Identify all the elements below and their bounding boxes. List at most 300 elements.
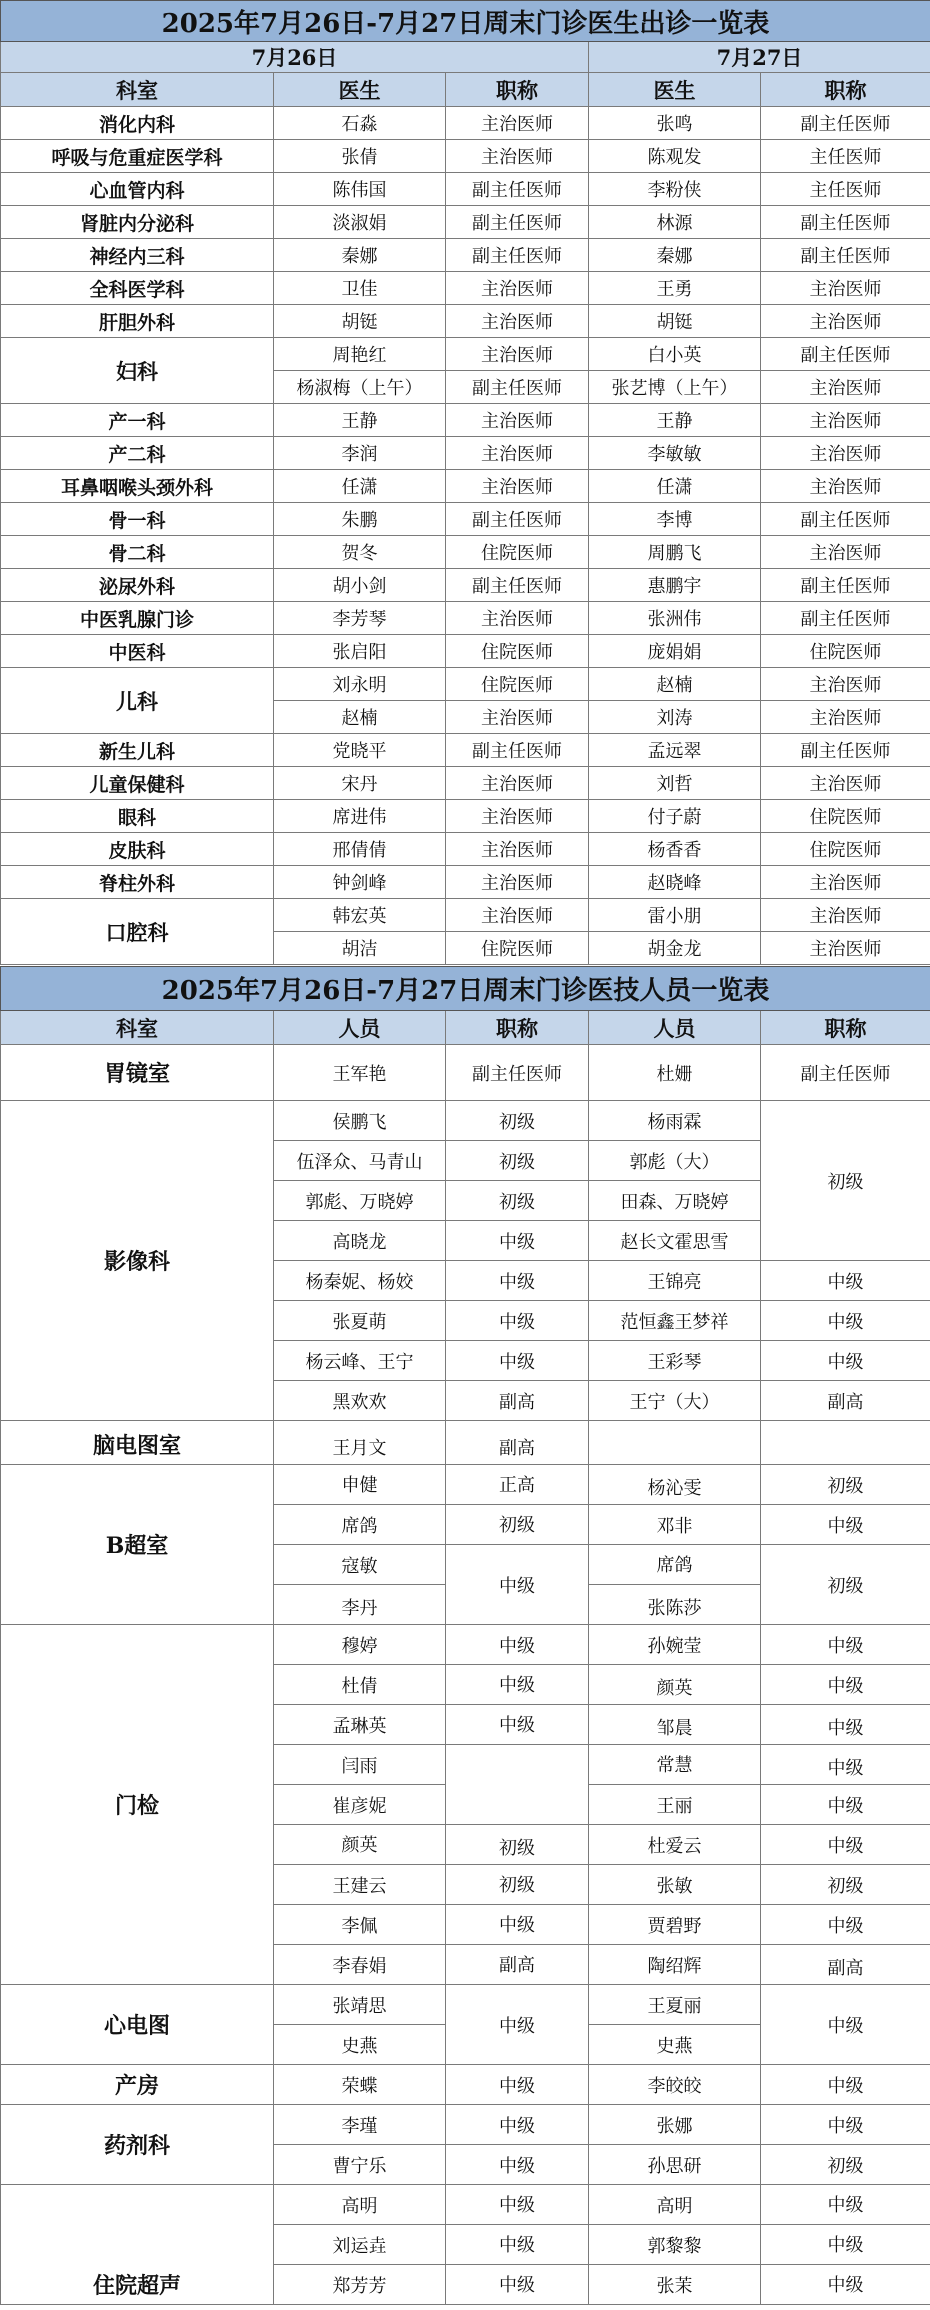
table-row (1, 1421, 930, 1465)
rank-cell: 副主任医师 (446, 173, 589, 206)
table-row (1, 602, 930, 635)
dept-cell: 脑电图室 (1, 1421, 274, 1465)
rank-cell: 主治医师 (761, 932, 930, 965)
staff-cell: 王夏丽 (589, 1985, 761, 2025)
table-row (1, 1465, 930, 1505)
rank-cell: 初级 (446, 1101, 589, 1141)
staff-cell: 侯鹏飞 (274, 1101, 446, 1141)
staff-cell: 郭彪（大） (589, 1141, 761, 1181)
table-row (1, 767, 930, 800)
rank-cell: 中级 (761, 1985, 930, 2065)
dept-cell: 儿童保健科 (1, 767, 274, 800)
dept-cell: 新生儿科 (1, 734, 274, 767)
table-row (1, 239, 930, 272)
rank-cell: 住院医师 (761, 800, 930, 833)
rank-cell: 主治医师 (761, 767, 930, 800)
doctor-cell: 秦娜 (589, 239, 761, 272)
dept-cell: 中医乳腺门诊 (1, 602, 274, 635)
staff-cell: 史燕 (589, 2025, 761, 2065)
rank-cell: 中级 (761, 2065, 930, 2105)
staff-cell: 崔彦妮 (274, 1785, 446, 1825)
rank-cell: 住院医师 (446, 932, 589, 965)
staff-cell (589, 1421, 761, 1465)
table-row (1, 536, 930, 569)
dept-cell: 神经内三科 (1, 239, 274, 272)
table-row (1, 305, 930, 338)
rank-cell: 主任医师 (761, 173, 930, 206)
table-row (1, 635, 930, 668)
doctor-cell: 卫佳 (274, 272, 446, 305)
doctor-cell: 孟远翠 (589, 734, 761, 767)
rank-cell: 主治医师 (446, 404, 589, 437)
rank-cell: 初级 (446, 1505, 589, 1545)
doctor-cell: 张艺博（上午） (589, 371, 761, 404)
table-row (1, 866, 930, 899)
rank-cell: 主任医师 (761, 140, 930, 173)
rank-cell: 主治医师 (761, 272, 930, 305)
table-row (1, 569, 930, 602)
rank-cell: 中级 (446, 1985, 589, 2065)
rank-cell: 主治医师 (446, 470, 589, 503)
rank-cell: 中级 (761, 1261, 930, 1301)
doctor-cell: 刘永明 (274, 668, 446, 701)
doctor-cell: 李润 (274, 437, 446, 470)
rank-cell: 中级 (446, 1301, 589, 1341)
doctor-cell: 韩宏英 (274, 899, 446, 932)
rank-cell: 副主任医师 (446, 239, 589, 272)
staff-cell: 常慧 (589, 1745, 761, 1785)
rank-cell: 中级 (446, 1905, 589, 1945)
dept-cell: 产一科 (1, 404, 274, 437)
doctor-cell: 雷小朋 (589, 899, 761, 932)
rank-cell: 副主任医师 (446, 206, 589, 239)
staff-cell: 张夏萌 (274, 1301, 446, 1341)
rank-cell: 副高 (761, 1381, 930, 1421)
staff-cell: 曹宁乐 (274, 2145, 446, 2185)
rank-cell: 中级 (761, 1705, 930, 1745)
rank-cell: 中级 (761, 1825, 930, 1865)
dept-cell: 中医科 (1, 635, 274, 668)
table-row (1, 107, 930, 140)
dept-cell: 泌尿外科 (1, 569, 274, 602)
dept-cell: 全科医学科 (1, 272, 274, 305)
rank-cell: 中级 (446, 2225, 589, 2265)
rank-cell: 主治医师 (446, 338, 589, 371)
rank-cell: 副主任医师 (446, 734, 589, 767)
staff-cell: 郭黎黎 (589, 2225, 761, 2265)
rank-cell: 主治医师 (446, 767, 589, 800)
col-header-staff-1: 人员 (274, 1011, 446, 1045)
doctor-cell: 朱鹏 (274, 503, 446, 536)
dept-cell: 消化内科 (1, 107, 274, 140)
table-row (1, 272, 930, 305)
staff-cell: 荣蝶 (274, 2065, 446, 2105)
rank-cell: 中级 (761, 2105, 930, 2145)
table-row (1, 2185, 930, 2225)
table-row (1, 2105, 930, 2145)
table-row (1, 1045, 930, 1101)
dept-cell: 骨一科 (1, 503, 274, 536)
staff-cell: 李瑾 (274, 2105, 446, 2145)
rank-cell: 中级 (761, 1301, 930, 1341)
staff-cell: 史燕 (274, 2025, 446, 2065)
rank-cell: 主治医师 (446, 107, 589, 140)
table-row (1, 338, 930, 371)
rank-cell: 中级 (446, 1705, 589, 1745)
rank-cell: 中级 (761, 1665, 930, 1705)
doctor-cell: 刘哲 (589, 767, 761, 800)
doctor-cell: 杨淑梅（上午） (274, 371, 446, 404)
day1-header: 7月26日 (1, 42, 589, 73)
staff-cell: 张靖思 (274, 1985, 446, 2025)
staff-cell: 穆婷 (274, 1625, 446, 1665)
rank-cell: 中级 (446, 1665, 589, 1705)
rank-cell: 主治医师 (446, 833, 589, 866)
dept-cell: 门检 (1, 1625, 274, 1985)
rank-cell: 副主任医师 (446, 503, 589, 536)
staff-cell: 张敏 (589, 1865, 761, 1905)
rank-cell: 副主任医师 (761, 338, 930, 371)
staff-cell: 闫雨 (274, 1745, 446, 1785)
doctor-cell: 白小英 (589, 338, 761, 371)
rank-cell: 中级 (446, 2185, 589, 2225)
doctor-cell: 贺冬 (274, 536, 446, 569)
doctor-cell: 胡铤 (274, 305, 446, 338)
rank-cell: 主治医师 (761, 899, 930, 932)
col-header-title-1: 职称 (446, 73, 589, 107)
dept-cell: 肝胆外科 (1, 305, 274, 338)
staff-cell: 王月文 (274, 1421, 446, 1465)
dept-cell: 妇科 (1, 338, 274, 404)
staff-cell: 杜爱云 (589, 1825, 761, 1865)
table-row (1, 833, 930, 866)
rank-cell: 主治医师 (446, 272, 589, 305)
table-row (1, 1101, 930, 1141)
rank-cell: 中级 (446, 1341, 589, 1381)
doctor-table-title: 2025年7月26日-7月27日周末门诊医生出诊一览表 (1, 1, 930, 42)
staff-cell: 刘运垚 (274, 2225, 446, 2265)
rank-cell: 中级 (761, 2225, 930, 2265)
rank-cell: 初级 (446, 1181, 589, 1221)
rank-cell: 主治医师 (761, 536, 930, 569)
rank-cell: 副高 (446, 1421, 589, 1465)
staff-cell: 孙婉莹 (589, 1625, 761, 1665)
doctor-cell: 杨香香 (589, 833, 761, 866)
rank-cell: 正高 (446, 1465, 589, 1505)
medtech-schedule-body (1, 967, 930, 2305)
rank-cell (761, 1421, 930, 1465)
rank-cell: 主治医师 (446, 602, 589, 635)
rank-cell: 副主任医师 (761, 206, 930, 239)
staff-cell: 田森、万晓婷 (589, 1181, 761, 1221)
rank-cell: 主治医师 (446, 800, 589, 833)
medtech-schedule-table (0, 966, 930, 2305)
doctor-cell: 胡铤 (589, 305, 761, 338)
dept-cell: 影像科 (1, 1101, 274, 1421)
doctor-cell: 陈观发 (589, 140, 761, 173)
rank-cell: 主治医师 (761, 404, 930, 437)
table-row (1, 404, 930, 437)
staff-cell: 颜英 (274, 1825, 446, 1865)
staff-cell: 杨沁雯 (589, 1465, 761, 1505)
dept-cell: 肾脏内分泌科 (1, 206, 274, 239)
rank-cell: 副主任医师 (761, 239, 930, 272)
rank-cell: 主治医师 (446, 437, 589, 470)
table-row (1, 734, 930, 767)
dept-cell: 脊柱外科 (1, 866, 274, 899)
dept-cell: 皮肤科 (1, 833, 274, 866)
table-row (1, 800, 930, 833)
dept-cell: 心血管内科 (1, 173, 274, 206)
staff-cell: 寇敏 (274, 1545, 446, 1585)
staff-cell: 高明 (274, 2185, 446, 2225)
rank-cell: 初级 (761, 1865, 930, 1905)
staff-cell: 王建云 (274, 1865, 446, 1905)
staff-cell: 邓非 (589, 1505, 761, 1545)
staff-cell: 杜姗 (589, 1045, 761, 1101)
dept-cell: 骨二科 (1, 536, 274, 569)
doctor-cell: 任潇 (274, 470, 446, 503)
rank-cell: 初级 (446, 1141, 589, 1181)
rank-cell: 中级 (761, 2265, 930, 2305)
staff-cell: 高明 (589, 2185, 761, 2225)
staff-cell: 李皎皎 (589, 2065, 761, 2105)
staff-cell: 李佩 (274, 1905, 446, 1945)
rank-cell: 初级 (446, 1865, 589, 1905)
staff-cell: 申健 (274, 1465, 446, 1505)
doctor-cell: 张洲伟 (589, 602, 761, 635)
doctor-cell: 胡金龙 (589, 932, 761, 965)
dept-cell: 呼吸与危重症医学科 (1, 140, 274, 173)
rank-cell (446, 1745, 589, 1825)
dept-cell: 药剂科 (1, 2105, 274, 2185)
dept-cell: 耳鼻咽喉头颈外科 (1, 470, 274, 503)
rank-cell: 中级 (761, 1785, 930, 1825)
staff-cell: 孙思研 (589, 2145, 761, 2185)
staff-cell: 孟琳英 (274, 1705, 446, 1745)
staff-cell: 贾碧野 (589, 1905, 761, 1945)
rank-cell: 中级 (446, 1221, 589, 1261)
doctor-cell: 惠鹏宇 (589, 569, 761, 602)
doctor-cell: 李芳琴 (274, 602, 446, 635)
doctor-cell: 刘涛 (589, 701, 761, 734)
doctor-cell: 周鹏飞 (589, 536, 761, 569)
doctor-cell: 李敏敏 (589, 437, 761, 470)
col-header-dept: 科室 (1, 73, 274, 107)
doctor-cell: 秦娜 (274, 239, 446, 272)
staff-cell: 张陈莎 (589, 1585, 761, 1625)
doctor-cell: 张倩 (274, 140, 446, 173)
rank-cell: 住院医师 (446, 668, 589, 701)
rank-cell: 副主任医师 (446, 1045, 589, 1101)
doctor-cell: 任潇 (589, 470, 761, 503)
staff-cell: 颜英 (589, 1665, 761, 1705)
dept-cell: 儿科 (1, 668, 274, 734)
staff-cell: 范恒鑫王梦祥 (589, 1301, 761, 1341)
staff-cell: 王锦亮 (589, 1261, 761, 1301)
doctor-cell: 陈伟国 (274, 173, 446, 206)
table-row (1, 899, 930, 932)
rank-cell: 副主任医师 (446, 569, 589, 602)
rank-cell: 中级 (446, 1261, 589, 1301)
rank-cell: 主治医师 (761, 866, 930, 899)
col-header-title-2: 职称 (761, 1011, 930, 1045)
doctor-cell: 党晓平 (274, 734, 446, 767)
rank-cell: 主治医师 (446, 140, 589, 173)
dept-cell: 口腔科 (1, 899, 274, 965)
staff-cell: 席鸽 (589, 1545, 761, 1585)
rank-cell: 副主任医师 (761, 107, 930, 140)
dept-cell: 产二科 (1, 437, 274, 470)
doctor-cell: 张启阳 (274, 635, 446, 668)
staff-cell: 杨雨霖 (589, 1101, 761, 1141)
rank-cell: 初级 (761, 1101, 930, 1261)
doctor-cell: 赵楠 (589, 668, 761, 701)
doctor-cell: 庞娟娟 (589, 635, 761, 668)
doctor-schedule-table (0, 0, 930, 965)
doctor-cell: 周艳红 (274, 338, 446, 371)
rank-cell: 中级 (761, 1505, 930, 1545)
staff-cell: 张娜 (589, 2105, 761, 2145)
doctor-cell: 王静 (274, 404, 446, 437)
rank-cell: 副主任医师 (761, 569, 930, 602)
doctor-cell: 赵楠 (274, 701, 446, 734)
staff-cell: 王彩琴 (589, 1341, 761, 1381)
rank-cell: 主治医师 (761, 437, 930, 470)
dept-cell: B超室 (1, 1465, 274, 1625)
staff-cell: 李丹 (274, 1585, 446, 1625)
col-header-doctor-2: 医生 (589, 73, 761, 107)
staff-cell: 杨秦妮、杨姣 (274, 1261, 446, 1301)
staff-cell: 王宁（大） (589, 1381, 761, 1421)
table-row (1, 668, 930, 701)
rank-cell: 中级 (446, 2105, 589, 2145)
doctor-cell: 张鸣 (589, 107, 761, 140)
staff-cell: 赵长文霍思雪 (589, 1221, 761, 1261)
table-row (1, 206, 930, 239)
rank-cell: 住院医师 (761, 833, 930, 866)
staff-cell: 李春娟 (274, 1945, 446, 1985)
rank-cell: 初级 (761, 2145, 930, 2185)
rank-cell: 中级 (446, 1625, 589, 1665)
doctor-cell: 王静 (589, 404, 761, 437)
rank-cell: 主治医师 (761, 668, 930, 701)
rank-cell: 副主任医师 (761, 1045, 930, 1101)
table-row (1, 1625, 930, 1665)
staff-cell: 席鸽 (274, 1505, 446, 1545)
rank-cell: 副主任医师 (761, 602, 930, 635)
table-row (1, 437, 930, 470)
rank-cell: 初级 (446, 1825, 589, 1865)
dept-cell: 产房 (1, 2065, 274, 2105)
table-row (1, 1985, 930, 2025)
table-row (1, 173, 930, 206)
doctor-cell: 钟剑峰 (274, 866, 446, 899)
doctor-cell: 胡洁 (274, 932, 446, 965)
rank-cell: 中级 (761, 1905, 930, 1945)
rank-cell: 中级 (761, 1341, 930, 1381)
doctor-cell: 淡淑娟 (274, 206, 446, 239)
dept-cell: 胃镜室 (1, 1045, 274, 1101)
doctor-cell: 李博 (589, 503, 761, 536)
rank-cell: 主治医师 (446, 899, 589, 932)
col-header-staff-2: 人员 (589, 1011, 761, 1045)
rank-cell: 中级 (446, 2145, 589, 2185)
doctor-cell: 李粉侠 (589, 173, 761, 206)
doctor-cell: 席进伟 (274, 800, 446, 833)
staff-cell: 郭彪、万晓婷 (274, 1181, 446, 1221)
rank-cell: 副主任医师 (761, 734, 930, 767)
rank-cell: 副主任医师 (446, 371, 589, 404)
rank-cell: 副高 (446, 1381, 589, 1421)
rank-cell: 中级 (446, 2265, 589, 2305)
staff-cell: 黑欢欢 (274, 1381, 446, 1421)
staff-cell: 杜倩 (274, 1665, 446, 1705)
rank-cell: 副高 (761, 1945, 930, 1985)
rank-cell: 主治医师 (761, 305, 930, 338)
staff-cell: 郑芳芳 (274, 2265, 446, 2305)
rank-cell: 主治医师 (761, 470, 930, 503)
staff-cell: 伍泽众、马青山 (274, 1141, 446, 1181)
rank-cell: 主治医师 (761, 371, 930, 404)
rank-cell: 副主任医师 (761, 503, 930, 536)
rank-cell: 中级 (446, 1545, 589, 1625)
staff-cell: 邹晨 (589, 1705, 761, 1745)
table-row (1, 503, 930, 536)
doctor-cell: 石淼 (274, 107, 446, 140)
rank-cell: 初级 (761, 1465, 930, 1505)
doctor-cell: 胡小剑 (274, 569, 446, 602)
rank-cell: 中级 (446, 2065, 589, 2105)
rank-cell: 副高 (446, 1945, 589, 1985)
rank-cell: 中级 (761, 1625, 930, 1665)
staff-cell: 张茉 (589, 2265, 761, 2305)
doctor-cell: 付子蔚 (589, 800, 761, 833)
rank-cell: 住院医师 (446, 635, 589, 668)
dept-cell: 心电图 (1, 1985, 274, 2065)
staff-cell: 王军艳 (274, 1045, 446, 1101)
doctor-cell: 赵晓峰 (589, 866, 761, 899)
rank-cell: 主治医师 (761, 701, 930, 734)
col-header-dept: 科室 (1, 1011, 274, 1045)
dept-cell: 眼科 (1, 800, 274, 833)
staff-cell: 高晓龙 (274, 1221, 446, 1261)
rank-cell: 中级 (761, 1745, 930, 1785)
doctor-cell: 宋丹 (274, 767, 446, 800)
staff-cell: 王丽 (589, 1785, 761, 1825)
medtech-table-title: 2025年7月26日-7月27日周末门诊医技人员一览表 (1, 967, 930, 1011)
staff-cell: 陶绍辉 (589, 1945, 761, 1985)
dept-cell: 住院超声 (1, 2185, 274, 2305)
staff-cell: 杨云峰、王宁 (274, 1341, 446, 1381)
day2-header: 7月27日 (589, 42, 930, 73)
col-header-title-2: 职称 (761, 73, 930, 107)
rank-cell: 初级 (761, 1545, 930, 1625)
doctor-schedule-body (1, 1, 930, 965)
doctor-cell: 林源 (589, 206, 761, 239)
col-header-title-1: 职称 (446, 1011, 589, 1045)
table-row (1, 470, 930, 503)
rank-cell: 住院医师 (761, 635, 930, 668)
rank-cell: 住院医师 (446, 536, 589, 569)
doctor-cell: 王勇 (589, 272, 761, 305)
rank-cell: 主治医师 (446, 305, 589, 338)
col-header-doctor-1: 医生 (274, 73, 446, 107)
rank-cell: 主治医师 (446, 701, 589, 734)
rank-cell: 中级 (761, 2185, 930, 2225)
table-row (1, 2065, 930, 2105)
rank-cell: 主治医师 (446, 866, 589, 899)
